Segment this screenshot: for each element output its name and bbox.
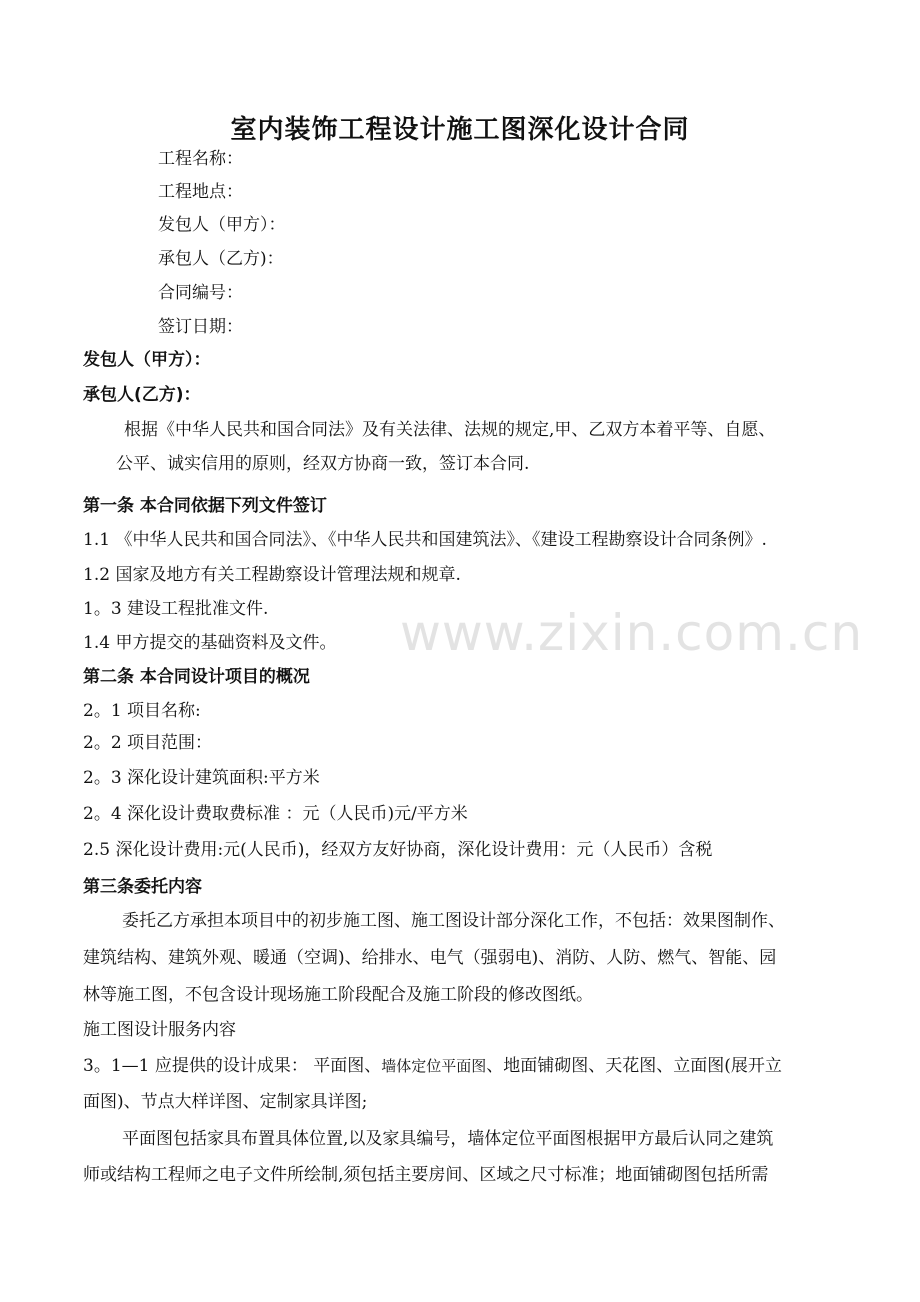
article-1-item: 1.1 《中华人民共和国合同法》、《中华人民共和国建筑法》、《建设工程勘察设计合同条例》. — [83, 530, 767, 550]
service-content-heading: 施工图设计服务内容 — [83, 1020, 236, 1040]
article-3-paragraph-line: 建筑结构、建筑外观、暖通（空调)、给排水、电气（强弱电)、消防、人防、燃气、智能、园 — [83, 948, 777, 968]
article-2-item: 2。3 深化设计建筑面积:平方米 — [83, 768, 320, 788]
party-a-label: 发包人（甲方）： — [83, 350, 211, 370]
floor-plan-paragraph-line: 师或结构工程师之电子文件所绘制,须包括主要房间、区域之尺寸标准；地面铺砌图包括所需 — [83, 1165, 769, 1185]
cover-field-contract-number: 合同编号： — [158, 283, 243, 303]
article-2-heading: 第二条 本合同设计项目的概况 — [83, 667, 310, 687]
cover-field-party-b: 承包人（乙方)： — [158, 249, 284, 269]
article-2-item: 2。4 深化设计费取费标准 ：元（人民币)元/平方米 — [83, 804, 468, 824]
article-3-paragraph-line: 委托乙方承担本项目中的初步施工图、施工图设计部分深化工作，不包括：效果图制作、 — [122, 911, 785, 931]
preamble-line-1: 根据《中华人民共和国合同法》及有关法律、法规的规定,甲、乙双方本着平等、自愿、 — [124, 420, 776, 440]
watermark: www.zixin.com.cn — [400, 604, 864, 662]
article-1-heading: 第一条 本合同依据下列文件签订 — [83, 496, 327, 516]
floor-plan-paragraph-line: 平面图包括家具布置具体位置,以及家具编号，墙体定位平面图根据甲方最后认同之建筑 — [122, 1129, 774, 1149]
article-2-item: 2。2 项目范围： — [83, 733, 213, 753]
article-2-item: 2.5 深化设计费用:元(人民币)，经双方友好协商，深化设计费用：元（人民币）含税 — [83, 840, 713, 860]
party-b-label: 承包人(乙方)： — [83, 385, 201, 405]
article-3-heading: 第三条委托内容 — [83, 877, 202, 897]
item-3-1-1-suffix: 、地面铺砌图、天花图、立面图(展开立 — [486, 1056, 782, 1076]
cover-field-sign-date: 签订日期： — [158, 317, 243, 337]
article-1-item: 1.2 国家及地方有关工程勘察设计管理法规和规章. — [83, 565, 461, 585]
article-1-item: 1.4 甲方提交的基础资料及文件。 — [83, 633, 337, 653]
cover-field-project-name: 工程名称： — [158, 149, 243, 169]
item-3-1-1 — [83, 1055, 782, 1077]
article-2-item: 2。1 项目名称: — [83, 701, 201, 721]
article-1-item: 1。3 建设工程批准文件. — [83, 599, 269, 619]
preamble-line-2: 公平、诚实信用的原则，经双方协商一致，签订本合同. — [116, 454, 530, 474]
document-title: 室内装饰工程设计施工图深化设计合同 — [230, 115, 690, 145]
cover-field-project-location: 工程地点： — [158, 182, 243, 202]
article-3-paragraph-line: 林等施工图，不包含设计现场施工阶段配合及施工阶段的修改图纸。 — [83, 985, 593, 1005]
cover-field-party-a: 发包人（甲方）： — [158, 215, 286, 235]
item-3-1-1-small-text: 墙体定位平面图 — [381, 1057, 487, 1075]
item-3-1-1-prefix: 3。1—1 应提供的设计成果： 平面图、 — [83, 1056, 382, 1076]
item-3-1-1-line-2: 面图)、节点大样详图、定制家具详图; — [83, 1092, 368, 1112]
